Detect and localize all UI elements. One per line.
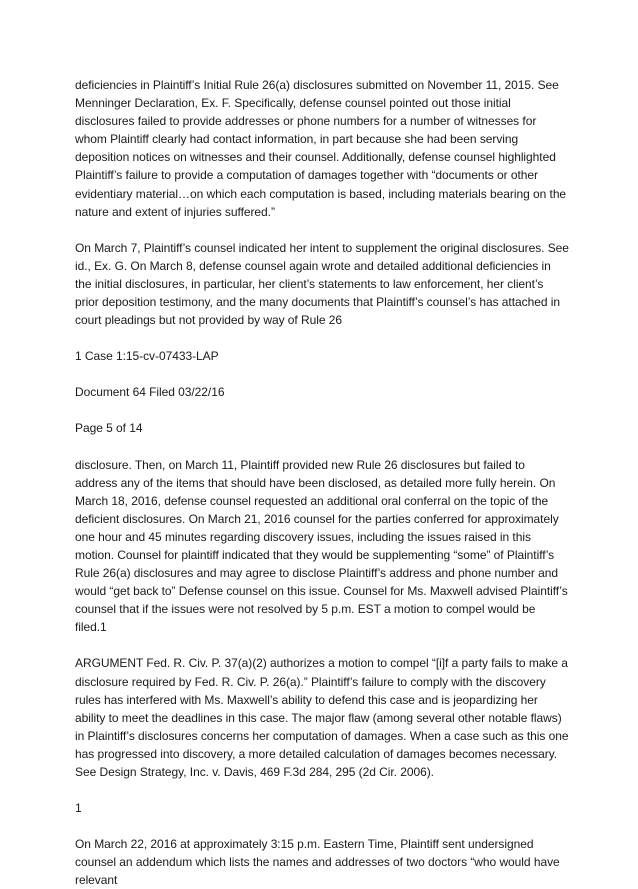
paragraph-footnote: On March 22, 2016 at approximately 3:15 p.m. Eastern Time, Plaintiff sent undersigned counsel an addendum which lists the names and addresses of two doctors “who would have relevant <box>75 837 560 888</box>
page-number-line: Page 5 of 14 <box>75 421 143 436</box>
paragraph-disclosure: disclosure. Then, on March 11, Plaintiff provided new Rule 26 disclosures but failed to address any of the items that should have been disclosed, as detailed more fully herein. On March 18, 2016, defense counsel requested an additional oral conferral on the topic of the deficient disclosures. On March 21, 2016 counsel for the parties conferred for approximately one hour and 45 minutes regarding discovery issues, including the issues raised in this motion. Counsel for plaintiff indicated that they would be supplementing “some” of Plaintiff’s Rule 26(a) disclosures and may agree to disclose Plaintiff’s address and phone number and would “get back to” Defense counsel on this issue. Counsel for Ms. Maxwell advised Plaintiff’s counsel that if the issues were not resolved by 5 p.m. EST a motion to compel would be filed.1 <box>75 457 568 635</box>
paragraph-argument: ARGUMENT Fed. R. Civ. P. 37(a)(2) authorizes a motion to compel “[i]f a party fails to make a disclosure required by Fed. R. Civ. P. 26(a).” Plaintiff’s failure to comply with the discovery rules has interfered with Ms. Maxwell’s ability to defend this case and is jeopardizing her ability to meet the deadlines in this case. The major flaw (among several other notable flaws) in Plaintiff’s disclosures concerns her computation of damages. When a case such as this one has progressed into discovery, a more detailed calculation of damages becomes necessary. See Design Strategy, Inc. v. Davis, 469 F.3d 284, 295 (2d Cir. 2006). <box>75 656 569 779</box>
case-number-line: 1 Case 1:15-cv-07433-LAP <box>75 349 219 364</box>
document-filed-line: Document 64 Filed 03/22/16 <box>75 385 225 400</box>
document-page <box>75 76 570 889</box>
footnote-marker: 1 <box>75 801 82 816</box>
paragraph-deficiencies: deficiencies in Plaintiff’s Initial Rule 26(a) disclosures submitted on November 11, 2015. See Menninger Declaration, Ex. F. Specifically, defense counsel pointed out those initial disclosures failed to provide addresses or phone numbers for a number of witnesses for whom Plaintiff clearly had contact information, in part because she had been serving deposition notices on witnesses and their counsel. Additionally, defense counsel highlighted Plaintiff’s failure to provide a computation of damages together with “documents or other evidentiary material…on which each computation is based, including materials bearing on the nature and extent of injuries suffered.” <box>75 78 567 219</box>
paragraph-march-7: On March 7, Plaintiff’s counsel indicated her intent to supplement the original disclosures. See id., Ex. G. On March 8, defense counsel again wrote and detailed additional deficiencies in the initial disclosures, in particular, her client’s statements to law enforcement, her client’s prior deposition testimony, and the many documents that Plaintiff’s counsel’s has attached in court pleadings but not provided by way of Rule 26 <box>75 240 569 328</box>
